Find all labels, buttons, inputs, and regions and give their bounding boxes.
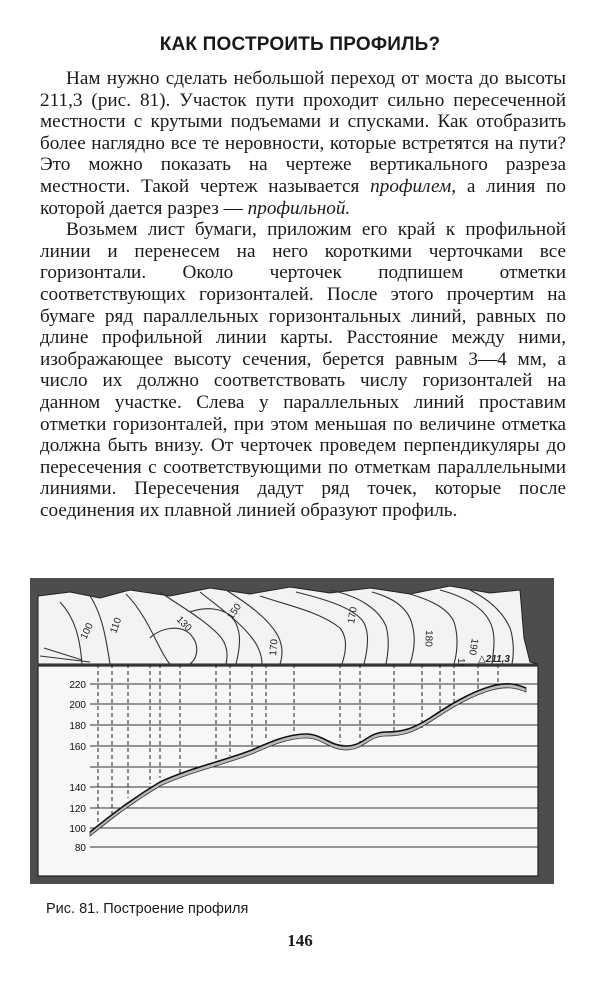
map-label: 100: [78, 621, 96, 642]
term-profile: профилем,: [370, 175, 457, 197]
summit-label: △211,3: [478, 654, 510, 665]
map-label: 170: [268, 638, 281, 657]
y-tick-label: 160: [69, 742, 86, 753]
map-label: 170: [346, 606, 360, 625]
y-tick-label: 220: [69, 680, 86, 691]
page-heading: КАК ПОСТРОИТЬ ПРОФИЛЬ?: [159, 34, 441, 55]
map-label: 150: [225, 601, 245, 622]
term-profile-line: профильной.: [247, 197, 351, 219]
body-text: [40, 68, 566, 521]
y-tick-label: 180: [69, 721, 86, 732]
map-label: 180: [422, 629, 434, 647]
map-label: 110: [108, 616, 125, 636]
y-tick-label: 100: [69, 824, 86, 835]
y-tick-label: 200: [69, 700, 86, 711]
figure-caption: Рис. 81. Построение профиля: [46, 901, 249, 917]
paragraph-1-text-b: а линия по которой дается разрез —: [40, 175, 566, 219]
map-label: 190: [466, 637, 480, 656]
page-number: 146: [287, 931, 313, 950]
paragraph-2: Возьмем лист бумаги, приложим его край к профильной линии и перенесем на него короткими черточками все горизонтали. Около черточек подпишем отметки соответствующих горизонталей. После этого прочертим на бумаге ряд параллельных горизонтальных линий, равных по длине профильной линии карты. Расстояние между ними, изображающее высоту сечения, берется равным 3—4 мм, а число их должно соответствовать числу горизонталей на данном участке. Слева у параллельных линий проставим отметки горизонталей, при этом меньшая по величине отметка должна быть внизу. От черточек проведем перпендикуляры до пересечения с соответствующими по отметкам параллельными линиями. Пересечения дадут ряд точек, которые после соединения их плавной линией образуют профиль.: [40, 219, 566, 521]
y-tick-label: 120: [69, 804, 86, 815]
y-tick-label: 80: [74, 843, 86, 854]
paragraph-1-text-a: Нам нужно сделать небольшой переход от моста до высоты 211,3 (рис. 81). Участок пути проходит сильно пересеченной местности с крутыми подъемами и спусками. Как отобразить более наглядно все те неровности, которые встретятся на пути? Это можно показать на чертеже вертикального разреза местности. Такой чертеж называется: [40, 68, 566, 197]
figure-profile: [30, 578, 554, 884]
map-label: 130: [173, 614, 194, 634]
paragraph-1: [40, 68, 566, 219]
y-tick-label: 140: [69, 783, 86, 794]
profile-figure-svg: [30, 578, 554, 884]
